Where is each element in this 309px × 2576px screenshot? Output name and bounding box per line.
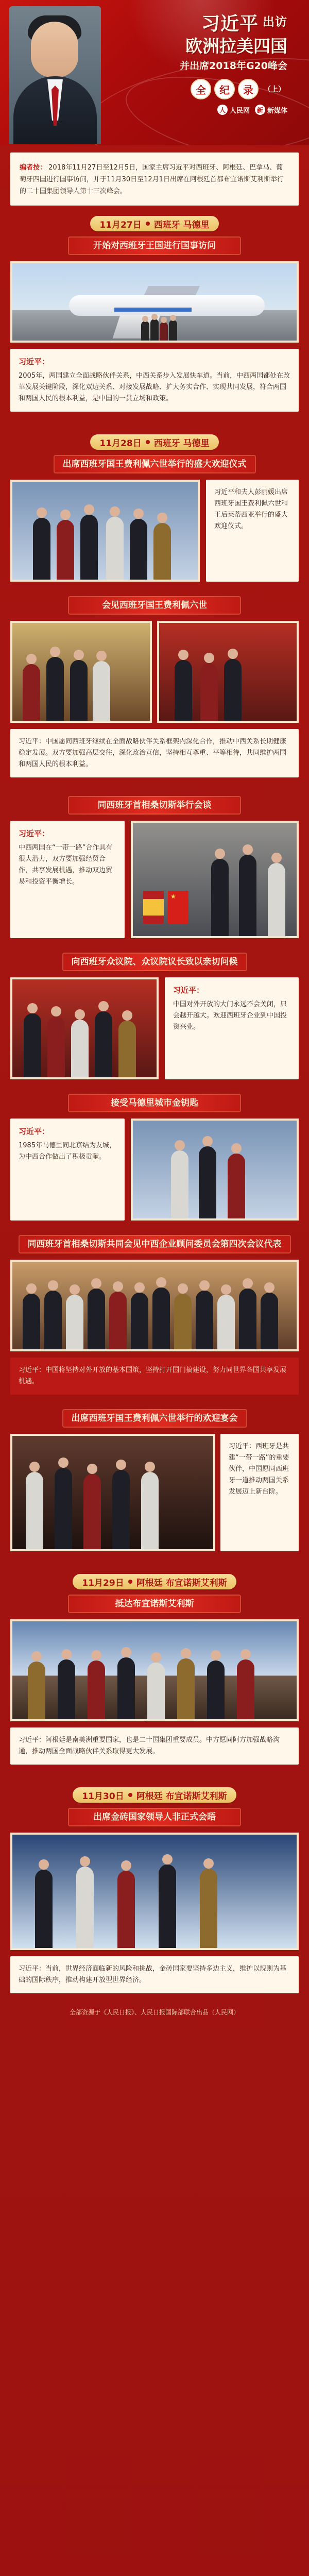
meet-king-person-3: [70, 660, 88, 721]
section-4-text-card: [10, 821, 125, 938]
council-person-10: [217, 1295, 235, 1349]
parliament-scene: [12, 979, 157, 1077]
new-media-logo-icon: 新: [255, 105, 265, 115]
sanchez-talks-scene: [133, 823, 297, 936]
date-2: 11月28日: [99, 438, 142, 449]
title-name: 习近平: [201, 13, 259, 35]
tag-suffix: （上）: [264, 86, 285, 94]
section-title-5-bar: 向西班牙众议院、众议院议长致以亲切问候: [62, 953, 247, 971]
section-title-6-bar: 接受马德里城市金钥匙: [68, 1094, 241, 1112]
title-block: [112, 11, 287, 115]
section-5-text-card: [165, 977, 299, 1079]
parliament-person-1: [24, 1013, 41, 1077]
date-9: 11月29日: [82, 1578, 124, 1588]
section-6-layout: [10, 1118, 299, 1221]
leader-portrait: [9, 6, 101, 144]
parliament-person-4: [95, 1011, 112, 1077]
parliament-person-5: [118, 1021, 136, 1077]
section-1-quote: 习近平：: [19, 357, 50, 366]
arrival-guard-4: [117, 1657, 135, 1719]
section-6-text: 1985年马德里同北京结为友城，为中西合作做出了积极贡献。: [19, 1142, 116, 1161]
photo-meet-king-1: [10, 621, 152, 723]
arrival-people: [141, 313, 203, 341]
logos: [112, 105, 287, 115]
parliament-person-2: [47, 1016, 65, 1077]
section-title-3-bar: 会见西班牙国王费利佩六世: [68, 596, 241, 615]
sanchez-person-1: [211, 859, 229, 936]
section-9-text-card: [10, 1727, 299, 1765]
section-8-photos: [10, 1434, 299, 1551]
date-row-1: [10, 216, 299, 231]
section-2-layout: [10, 480, 299, 582]
section-5-text: 中国对外开放的大门永远不会关闭，只会越开越大。欢迎西班牙企业到中国投资兴业。: [173, 1001, 287, 1031]
people-daily-logo-icon: 人: [217, 105, 228, 115]
section-5-quote: 习近平：: [173, 986, 204, 995]
photo-parliament: [10, 977, 159, 1079]
photo-buenos-aires-arrival: [10, 1619, 299, 1721]
place-2: 西班牙 马德里: [153, 438, 210, 449]
place-9: 阿根廷 布宜诺斯艾利斯: [136, 1578, 227, 1588]
section-title-9: [10, 1595, 299, 1613]
china-flag-icon: [168, 891, 188, 924]
council-person-9: [196, 1291, 213, 1349]
arrival-guard-7: [207, 1660, 225, 1719]
banquet-person-2: [55, 1468, 72, 1549]
buenos-aires-arrival-scene: [12, 1621, 297, 1719]
golden-key-person-3: [228, 1154, 245, 1218]
place-10: 阿根廷 布宜诺斯艾利斯: [136, 1791, 227, 1802]
section-title-1: [10, 236, 299, 255]
footer: [10, 2002, 299, 2023]
photo-sanchez-talks: [131, 821, 299, 938]
section-title-2: [10, 455, 299, 473]
section-5-layout: [10, 977, 299, 1079]
meet-king-person-1: [23, 664, 40, 721]
banquet-person-5: [141, 1472, 159, 1549]
meet-king-person-5: [175, 660, 192, 721]
golden-key-person-2: [199, 1146, 216, 1218]
welcome-person-3: [80, 515, 98, 580]
meet-king-person-6: [200, 663, 218, 721]
golden-key-person-1: [171, 1150, 188, 1218]
section-title-9-bar: 抵达布宜诺斯艾利斯: [68, 1595, 241, 1613]
section-title-8: [10, 1409, 299, 1428]
arrival-person-2: [150, 319, 159, 341]
section-1-text-card: [10, 349, 299, 412]
date-row-2: [10, 434, 299, 450]
section-title-10: [10, 1808, 299, 1826]
welcome-person-2: [57, 520, 74, 580]
section-10-text: 习近平：当前，世界经济面临新的风险和挑战，金砖国家要坚持多边主义，维护以规则为基础的国际秩序，推动构建开放型世界经济。: [19, 1965, 287, 1984]
photo-meet-king-2: [157, 621, 299, 723]
arrival-guard-5: [147, 1663, 165, 1719]
council-person-12: [261, 1293, 278, 1349]
people-daily-logo: [217, 105, 250, 115]
section-title-4-bar: 同西班牙首相桑切斯举行会谈: [68, 796, 241, 815]
brics-person-3: [117, 1871, 135, 1948]
section-8-text-card: [220, 1434, 299, 1551]
photo-arrival-plane: [10, 261, 299, 343]
date-separator-icon-1: [146, 222, 150, 226]
title-tags: [112, 79, 287, 99]
welcome-person-1: [33, 518, 50, 580]
welcome-person-6: [153, 523, 171, 580]
section-9-text: 习近平：阿根廷是南美洲重要国家，也是二十国集团重要成员。中方愿同阿方加强战略沟通，推动两国全面战略伙伴关系取得更大发展。: [19, 1736, 280, 1755]
arrival-guard-8: [237, 1659, 254, 1719]
photo-welcome-ceremony: [10, 480, 200, 582]
place-1: 西班牙 马德里: [153, 219, 210, 230]
photo-golden-key: [131, 1118, 299, 1221]
section-title-2-bar: 出席西班牙国王费利佩六世举行的盛大欢迎仪式: [54, 455, 256, 473]
tag-lu: 录: [238, 79, 259, 99]
photo-brics-summit: [10, 1833, 299, 1950]
golden-key-scene: [133, 1121, 297, 1218]
arrival-person-4: [169, 320, 177, 341]
section-7-text-card: [10, 1358, 299, 1395]
photo-banquet: [10, 1434, 215, 1551]
portrait-face: [31, 22, 78, 77]
brics-summit-scene: [12, 1835, 297, 1948]
people-daily-logo-text: 人民网: [229, 107, 250, 115]
section-title-7-bar: 同西班牙首相桑切斯共同会见中西企业顾问委员会第四次会议代表: [19, 1235, 291, 1253]
arrival-person-3: [160, 322, 168, 341]
date-separator-icon-2: [146, 440, 150, 444]
date-separator-icon-10: [128, 1793, 132, 1797]
section-2-text: 习近平和夫人彭丽媛出席西班牙国王费利佩六世和王后莱蒂西亚举行的盛大欢迎仪式。: [214, 488, 288, 530]
parliament-person-3: [71, 1020, 89, 1077]
spain-flag-icon: [143, 891, 164, 924]
section-title-8-bar: 出席西班牙国王费利佩六世举行的欢迎宴会: [62, 1409, 247, 1428]
banquet-person-4: [112, 1470, 130, 1549]
date-separator-icon-9: [128, 1580, 132, 1584]
section-title-10-bar: 出席金砖国家领导人非正式会晤: [68, 1808, 241, 1826]
arrival-guard-1: [28, 1662, 45, 1719]
council-person-1: [23, 1294, 40, 1349]
council-person-11: [239, 1289, 256, 1349]
arrival-guard-2: [58, 1659, 75, 1719]
date-pill-1: [90, 216, 218, 231]
council-person-7: [152, 1287, 170, 1349]
council-person-3: [66, 1295, 83, 1349]
council-person-8: [174, 1294, 192, 1349]
banquet-person-3: [83, 1474, 101, 1549]
section-title-7: [10, 1235, 299, 1253]
section-3-text-card: [10, 729, 299, 777]
arrival-guard-6: [177, 1658, 195, 1719]
new-media-logo-text: 新媒体: [267, 107, 287, 115]
section-4-layout: [10, 821, 299, 938]
council-person-5: [109, 1292, 127, 1349]
sanchez-person-3: [268, 863, 285, 936]
section-4-text: 中西两国在“一带一路”合作具有很大潜力，双方要加强经贸合作，共享发展机遇，推动双边贸易和投资平衡增长。: [19, 844, 113, 886]
council-person-4: [88, 1289, 105, 1349]
new-media-logo: [255, 105, 287, 115]
date-pill-2: [90, 434, 218, 450]
tag-ji: 纪: [214, 79, 235, 99]
sanchez-person-2: [239, 855, 256, 936]
welcome-person-5: [130, 519, 147, 580]
welcome-person-4: [106, 517, 124, 580]
arrival-person-1: [141, 321, 149, 341]
title-action: 出访: [263, 15, 287, 29]
tag-quan: 全: [191, 79, 211, 99]
date-pill-10: [73, 1787, 236, 1803]
section-title-1-bar: 开始对西班牙王国进行国事访问: [68, 236, 241, 255]
section-6-quote: 习近平：: [19, 1127, 50, 1136]
section-title-4: [10, 796, 299, 815]
title-subtitle: 并出席2018年G20峰会: [180, 60, 287, 72]
meet-king-scene-1: [12, 623, 150, 721]
footer-text: 全部资源于《人民日报》、人民日报国际部联合出品（人民网）: [69, 2009, 239, 2016]
section-title-6: [10, 1094, 299, 1112]
brics-person-2: [76, 1867, 94, 1948]
banquet-scene: [12, 1436, 213, 1549]
section-title-3: [10, 596, 299, 615]
section-6-text-card: [10, 1118, 125, 1221]
brics-person-4: [159, 1865, 176, 1948]
content: [0, 152, 309, 2037]
section-2-text-card: [206, 480, 299, 582]
date-10: 11月30日: [82, 1791, 124, 1802]
arrival-guard-3: [88, 1660, 105, 1719]
brics-person-5: [200, 1869, 217, 1948]
date-row-9: [10, 1574, 299, 1589]
section-8-text: 习近平：西班牙是共建“一带一路”的重要伙伴，中国愿同西班牙一道推动两国关系发展迈上新台阶。: [229, 1443, 289, 1496]
business-council-scene: [12, 1262, 297, 1349]
title-destination: 欧洲拉美四国: [185, 36, 287, 56]
intro-text: 2018年11月27日至12月5日，国家主席习近平对西班牙、阿根廷、巴拿马、葡萄牙四国进行国事访问，并于11月30日至12月1日出席在阿根廷首都布宜诺斯艾利斯举行的二十国集团领导人第十三次峰会。: [20, 164, 284, 195]
meet-king-person-4: [93, 661, 110, 721]
photo-business-council: [10, 1260, 299, 1351]
date-pill-9: [73, 1574, 236, 1589]
section-1-text: 2005年，两国建立全面战略伙伴关系，中西关系步入发展快车道。当前，中西两国都处在改革发展关键阶段，深化双边关系、对接发展战略、扩大务实合作、实现共同发展，符合两国和两国人民的根本利益，是中国的一贯立场和政策。: [19, 372, 290, 402]
brics-person-1: [35, 1870, 53, 1948]
section-3-photos: [10, 621, 299, 723]
section-7-text: 习近平：中国将坚持对外开放的基本国策，坚持打开国门搞建设，努力同世界各国共享发展机遇。: [19, 1366, 287, 1385]
section-3-text: 习近平：中国愿同西班牙继续在全面战略伙伴关系框架内深化合作，推动中西关系长期健康稳定发展。双方要加强高层交往，深化政治互信，坚持相互尊重、平等相待，共同维护两国和两国人民的根本利益。: [19, 738, 287, 768]
section-10-text-card: [10, 1956, 299, 1993]
banquet-person-1: [26, 1472, 43, 1549]
intro-card: [10, 152, 299, 206]
meet-king-scene-2: [159, 623, 297, 721]
date-1: 11月27日: [99, 219, 142, 230]
welcome-ceremony-scene: [12, 482, 198, 580]
section-title-5: [10, 953, 299, 971]
intro-lead: 编者按：: [20, 164, 47, 172]
title-main: [112, 11, 287, 35]
council-person-2: [44, 1291, 62, 1349]
meet-king-person-2: [46, 657, 64, 721]
date-row-10: [10, 1787, 299, 1803]
hero-banner: [0, 0, 309, 145]
council-person-6: [131, 1293, 148, 1349]
meet-king-person-7: [224, 659, 242, 721]
section-4-quote: 习近平：: [19, 829, 50, 838]
